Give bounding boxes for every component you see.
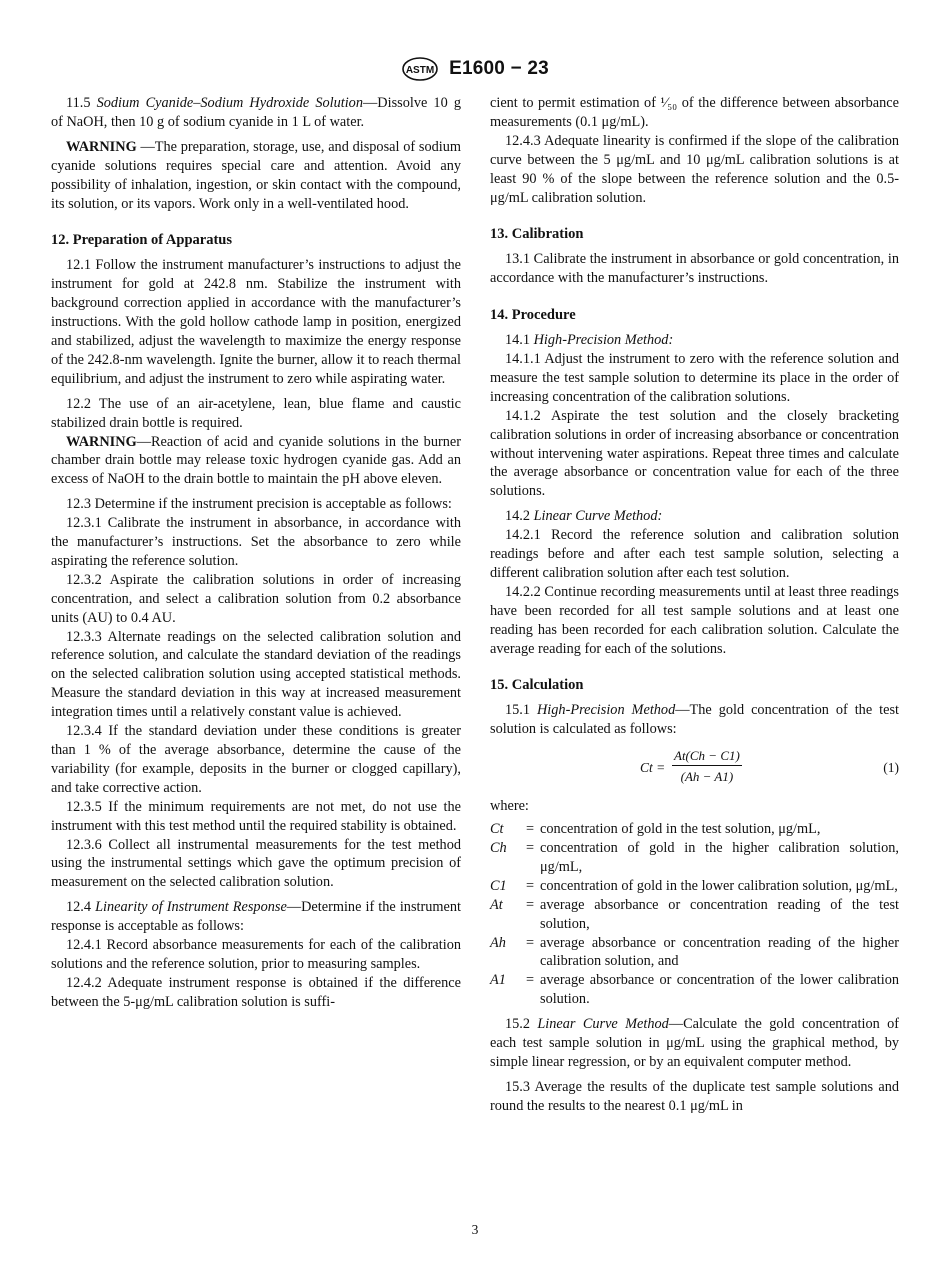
paragraph-12-1: 12.1 Follow the instrument manufacturer’s instructions to adjust the instrument for gold at 242.8 nm. Stabilize the instrument with background correction applied in accordance with the manufacturer’s instructions. With the gold hollow cathode lamp in position, energized and stabilized, adjust the wavelength to maximize the energy response of the 242.8-nm wavelength. Ignite the burner, allow it to reach thermal equilibrium, and adjust the instrument to zero while aspirating water. [51, 257, 461, 387]
definition-text: average absorbance or concentration of the lower calibration solution. [540, 972, 899, 1008]
paragraph-14-1-2: 14.1.2 Aspirate the test solution and the closely bracketing calibration solutions in order of increasing absorbance or concentration without intervening water aspirations. Repeat three times and calculate the average absorbance or concentration value for each of the three solutions. [490, 407, 899, 500]
paragraph-12-4: 12.4 Linearity of Instrument Response—Determine if the instrument response is acceptable as follows: [51, 899, 461, 935]
warning-cyanide-handling: WARNING —The preparation, storage, use, and disposal of sodium cyanide solutions requires special care and attention. Avoid any possibility of inhalation, ingestion, or skin contact with the compound, its solution, or its vapors. Work only in a well-ventilated hood. [51, 138, 461, 212]
page-header [0, 56, 950, 82]
definition-symbol: C1 [490, 877, 507, 894]
definition-row [490, 877, 899, 896]
definition-row [490, 820, 899, 839]
equation-number: (1) [883, 760, 899, 776]
paragraph-14-1: 14.1 High-Precision Method: [505, 332, 674, 349]
paragraph-15-1: 15.1 High-Precision Method—The gold concentration of the test solution is calculated as follows: [490, 702, 899, 738]
definition-equals: = [525, 972, 535, 989]
paragraph-15-2: 15.2 Linear Curve Method—Calculate the gold concentration of each test sample solution in μg/mL using the graphical method, by simple linear regression, or by an equivalent computer method. [490, 1016, 899, 1070]
equation-lhs: Ct = [640, 760, 666, 776]
definition-symbol: At [490, 896, 503, 913]
astm-logo-icon [401, 56, 439, 82]
equation-1 [490, 747, 899, 791]
variable-definitions [490, 820, 899, 1009]
paragraph-12-3: 12.3 Determine if the instrument precision is acceptable as follows: [66, 496, 452, 513]
definition-row [490, 934, 899, 972]
definition-row [490, 896, 899, 934]
paragraph-14-2: 14.2 Linear Curve Method: [505, 508, 663, 525]
definition-symbol: A1 [490, 972, 506, 989]
definition-symbol: Ch [490, 840, 507, 856]
paragraph-12-4-3: 12.4.3 Adequate linearity is confirmed if the slope of the calibration curve between the 5 μg/mL and 10 μg/mL calibration solutions is at least 90 % of the slope between the reference solution and the 0.5-μg/mL calibration solution. [490, 132, 899, 206]
where-label: where: [490, 798, 529, 815]
section-heading-15: 15. Calculation [490, 677, 584, 694]
paragraph-12-3-3: 12.3.3 Alternate readings on the selected calibration solution and reference solution, and calculate the standard deviation of the readings on the selected calibration solution using accepted statistical methods. Measure the standard deviation in this way at increased measurement integration times until a relatively constant value is achieved. [51, 628, 461, 721]
definition-row [490, 839, 899, 877]
definition-symbol: Ct [490, 821, 504, 838]
definition-text: average absorbance or concentration reading of the test solution, [540, 896, 899, 932]
definition-symbol: Ah [490, 934, 506, 951]
equation-fraction [672, 747, 742, 785]
paragraph-11-5: 11.5 Sodium Cyanide–Sodium Hydroxide Solution—Dissolve 10 g of NaOH, then 10 g of sodium cyanide in 1 L of water. [51, 95, 461, 130]
paragraph-12-3-4: 12.3.4 If the standard deviation under these conditions is greater than 1 % of the average absorbance, determine the cause of the variability (for example, deposits in the burner or clogged capillary), and take corrective action. [51, 723, 461, 796]
definition-text: concentration of gold in the test solution, μg/mL, [540, 821, 821, 838]
left-column [51, 94, 461, 1012]
equation-denominator: (Ah − A1) [680, 769, 734, 785]
paragraph-12-3-1: 12.3.1 Calibrate the instrument in absorbance, in accordance with the manufacturer’s instructions. Set the absorbance to zero while aspirating the reference solution. [51, 515, 461, 569]
right-column [490, 94, 899, 1116]
page-number: 3 [471, 1222, 479, 1237]
paragraph-15-3: 15.3 Average the results of the duplicate test sample solutions and round the results to the nearest 0.1 μg/mL in [490, 1078, 899, 1114]
warning-drain-bottle: WARNING—Reaction of acid and cyanide solutions in the burner chamber drain bottle may release toxic hydrogen cyanide gas. Add an excess of NaOH to the drain bottle to maintain the pH above eleven. [51, 433, 461, 488]
paragraph-14-2-2: 14.2.2 Continue recording measurements until at least three readings have been recorded for all test sample solutions and at least one reading has been recorded for each calibration solution. Calculate the average reading for each of the solutions. [490, 583, 899, 657]
paragraph-14-1-1: 14.1.1 Adjust the instrument to zero with the reference solution and measure the test sample solution to determine its place in the order of increasing concentration of the calibration solutions. [490, 350, 899, 405]
paragraph-12-4-2: 12.4.2 Adequate instrument response is obtained if the difference between the 5-μg/mL calibration solution is suffi- [51, 974, 461, 1010]
section-heading-12: 12. Preparation of Apparatus [51, 232, 232, 249]
definition-row [490, 971, 899, 1009]
paragraph-14-2-1: 14.2.1 Record the reference solution and calibration solution readings before and after each test sample solution, selecting a different calibration solution after each test solution. [490, 527, 899, 581]
paragraph-12-3-5: 12.3.5 If the minimum requirements are not met, do not use the instrument with this test method until the required stability is obtained. [51, 798, 461, 834]
paragraph-12-4-1: 12.4.1 Record absorbance measurements for each of the calibration solutions and the reference solution, prior to measuring samples. [51, 937, 461, 972]
section-heading-13: 13. Calibration [490, 226, 584, 243]
section-heading-14: 14. Procedure [490, 307, 576, 324]
definition-text: concentration of gold in the higher calibration solution, μg/mL, [540, 840, 899, 875]
definition-text: concentration of gold in the lower calibration solution, μg/mL, [540, 877, 898, 894]
definition-equals: = [525, 840, 535, 856]
paragraph-12-4-2-continued: cient to permit estimation of ¹⁄₅₀ of the difference between absorbance measurements (0.1 μg/mL). [490, 95, 899, 130]
standard-designation: E1600 − 23 [449, 58, 549, 79]
definition-equals: = [525, 934, 535, 951]
definition-equals: = [525, 821, 535, 838]
equation-numerator: At(Ch − C1) [672, 747, 742, 766]
svg-text:ASTM: ASTM [405, 65, 435, 76]
paragraph-13-1: 13.1 Calibrate the instrument in absorbance or gold concentration, in accordance with the manufacturer’s instructions. [490, 251, 899, 287]
paragraph-12-3-6: 12.3.6 Collect all instrumental measurements for the test method using the instrumental settings which gave the optimum precision of measurement on the selected calibration solution. [51, 836, 461, 891]
paragraph-12-3-2: 12.3.2 Aspirate the calibration solutions in order of increasing concentration, and select a calibration solution from 0.2 absorbance units (AU) to 0.4 AU. [51, 571, 461, 626]
definition-equals: = [525, 896, 535, 913]
definition-equals: = [525, 877, 535, 894]
definition-text: average absorbance or concentration reading of the higher calibration solution, and [540, 934, 899, 970]
paragraph-12-2: 12.2 The use of an air-acetylene, lean, blue flame and caustic stabilized drain bottle is required. [51, 395, 461, 431]
